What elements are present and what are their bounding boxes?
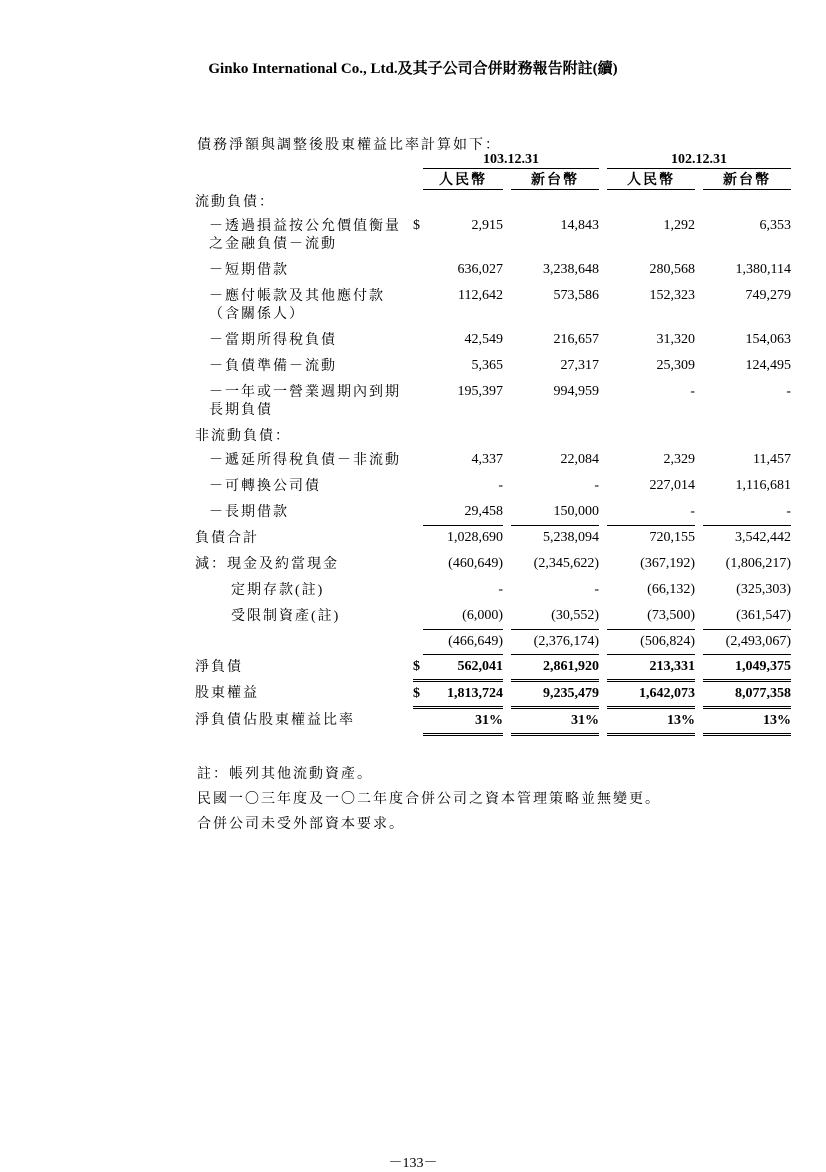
column-gap bbox=[599, 708, 607, 735]
currency-symbol: $ bbox=[413, 655, 423, 681]
table-cell-value: 29,458 bbox=[423, 500, 503, 526]
column-gap bbox=[503, 604, 511, 630]
table-cell-value bbox=[423, 190, 503, 214]
column-gap bbox=[695, 578, 703, 604]
column-gap bbox=[599, 354, 607, 380]
net-debt-table bbox=[195, 152, 791, 736]
column-gap bbox=[599, 526, 607, 552]
table-row bbox=[195, 630, 791, 655]
currency-symbol bbox=[413, 526, 423, 552]
table-cell-value: - bbox=[690, 383, 695, 399]
column-gap bbox=[695, 500, 703, 526]
table-cell-value: 13% bbox=[607, 708, 695, 735]
table-cell-value: 9,235,479 bbox=[511, 681, 599, 708]
table-cell-value: 994,959 bbox=[553, 383, 599, 399]
table-row bbox=[195, 424, 791, 448]
table-row bbox=[195, 526, 791, 552]
table-cell-value bbox=[703, 190, 791, 214]
table-cell-value bbox=[423, 424, 503, 448]
table-cell-value: 1,049,375 bbox=[703, 655, 791, 681]
column-gap bbox=[695, 681, 703, 708]
column-gap bbox=[503, 424, 511, 448]
currency-symbol bbox=[413, 552, 423, 578]
currency-symbol bbox=[413, 190, 423, 214]
note-line: 民國一〇三年度及一〇二年度合併公司之資本管理策略並無變更。 bbox=[197, 792, 661, 807]
currency-ntd-2014: 新台幣 bbox=[511, 169, 599, 190]
table-cell-value: (466,649) bbox=[423, 630, 503, 655]
table-cell-value: 1,116,681 bbox=[735, 477, 791, 493]
row-label: －當期所得稅負債 bbox=[209, 332, 337, 348]
row-label: 淨負債佔股東權益比率 bbox=[195, 712, 355, 728]
table-cell-value: (2,376,174) bbox=[511, 630, 599, 655]
currency-rmb-2013: 人民幣 bbox=[607, 169, 695, 190]
table-row bbox=[195, 655, 791, 681]
table-cell-value: (506,824) bbox=[607, 630, 695, 655]
table-cell-value: 3,542,442 bbox=[735, 530, 791, 545]
table-cell-value: 1,813,724 bbox=[423, 681, 503, 708]
table-cell-value: 280,568 bbox=[649, 261, 695, 277]
column-gap bbox=[503, 354, 511, 380]
table-row bbox=[195, 552, 791, 578]
table-cell-value bbox=[607, 190, 695, 214]
currency-symbol bbox=[413, 258, 423, 284]
table-cell-value: 1,642,073 bbox=[607, 681, 695, 708]
row-label: －長期借款 bbox=[209, 504, 289, 520]
table-row bbox=[195, 354, 791, 380]
currency-rmb-2014: 人民幣 bbox=[423, 169, 503, 190]
period-2013: 102.12.31 bbox=[607, 152, 791, 169]
row-label: 負債合計 bbox=[195, 530, 259, 546]
column-gap bbox=[503, 328, 511, 354]
table-cell-value: 562,041 bbox=[423, 655, 503, 681]
currency-symbol bbox=[413, 500, 423, 526]
table-cell-value: 11,457 bbox=[753, 451, 791, 467]
table-cell-value: 150,000 bbox=[511, 500, 599, 526]
column-gap bbox=[503, 448, 511, 474]
column-gap bbox=[695, 328, 703, 354]
table-cell-value: - bbox=[498, 477, 503, 493]
currency-ntd-2013: 新台幣 bbox=[703, 169, 791, 190]
table-cell-value bbox=[607, 424, 695, 448]
column-gap bbox=[599, 190, 607, 214]
table-cell-value: 636,027 bbox=[457, 261, 503, 277]
table-cell-value: 2,915 bbox=[471, 217, 503, 233]
column-gap bbox=[503, 655, 511, 681]
table-row bbox=[195, 258, 791, 284]
currency-symbol: $ bbox=[413, 681, 423, 708]
notes bbox=[197, 762, 661, 837]
table-cell-value: 31% bbox=[511, 708, 599, 735]
column-gap bbox=[695, 708, 703, 735]
table-cell-value: (6,000) bbox=[423, 604, 503, 630]
row-label: 減：現金及約當現金 bbox=[195, 556, 339, 572]
table-cell-value: - bbox=[594, 477, 599, 493]
column-gap bbox=[695, 474, 703, 500]
currency-symbol bbox=[413, 630, 423, 655]
column-gap bbox=[503, 578, 511, 604]
column-gap bbox=[695, 448, 703, 474]
table-cell-value: 8,077,358 bbox=[703, 681, 791, 708]
column-gap bbox=[599, 380, 607, 424]
table-cell-value: 1,028,690 bbox=[447, 530, 503, 545]
table-cell-value: 2,329 bbox=[663, 451, 695, 467]
currency-symbol bbox=[413, 604, 423, 630]
column-gap bbox=[503, 474, 511, 500]
column-gap bbox=[599, 681, 607, 708]
table-cell-value: 227,014 bbox=[649, 477, 695, 493]
table-row bbox=[195, 190, 791, 214]
column-gap bbox=[503, 284, 511, 328]
column-gap bbox=[695, 552, 703, 578]
table-cell-value: 213,331 bbox=[607, 655, 695, 681]
column-gap bbox=[695, 526, 703, 552]
table-cell-value: (1,806,217) bbox=[725, 555, 791, 571]
column-gap bbox=[503, 681, 511, 708]
column-gap bbox=[599, 500, 607, 526]
note-line: 合併公司未受外部資本要求。 bbox=[197, 817, 405, 832]
row-label: 淨負債 bbox=[195, 659, 243, 675]
table-cell-value bbox=[511, 190, 599, 214]
table-cell-value: 152,323 bbox=[649, 287, 695, 303]
period-2014: 103.12.31 bbox=[423, 152, 599, 169]
column-gap bbox=[599, 630, 607, 655]
row-label bbox=[195, 630, 413, 655]
column-gap bbox=[695, 284, 703, 328]
table-row bbox=[195, 708, 791, 735]
row-label: －透過損益按公允價值衡量之金融負債－流動 bbox=[209, 218, 401, 252]
row-label: 股東權益 bbox=[195, 685, 259, 701]
table-row bbox=[195, 604, 791, 630]
intro-text: 債務淨額與調整後股東權益比率計算如下： bbox=[197, 138, 501, 153]
table-cell-value: - bbox=[594, 581, 599, 597]
table-cell-value: - bbox=[498, 581, 503, 597]
table-row bbox=[195, 681, 791, 708]
table-cell-value: 720,155 bbox=[649, 530, 695, 545]
table-cell-value: - bbox=[703, 500, 791, 526]
column-gap bbox=[695, 655, 703, 681]
column-gap bbox=[599, 474, 607, 500]
table-cell-value: 27,317 bbox=[560, 357, 599, 373]
table-cell-value bbox=[511, 424, 599, 448]
row-label: －應付帳款及其他應付款（含關係人） bbox=[209, 288, 385, 322]
page-title: Ginko International Co., Ltd.及其子公司合併財務報告附註(續) bbox=[208, 61, 618, 77]
currency-symbol bbox=[413, 354, 423, 380]
column-gap bbox=[599, 258, 607, 284]
table-cell-value: (73,500) bbox=[607, 604, 695, 630]
table-cell-value: 22,084 bbox=[560, 451, 599, 467]
table-cell-value: (361,547) bbox=[703, 604, 791, 630]
row-label: 流動負債： bbox=[195, 194, 275, 210]
table-cell-value: 112,642 bbox=[458, 287, 503, 303]
column-gap bbox=[695, 190, 703, 214]
column-gap bbox=[503, 630, 511, 655]
table-cell-value: 1,292 bbox=[663, 217, 695, 233]
table-cell-value: 6,353 bbox=[759, 217, 791, 233]
currency-symbol: $ bbox=[413, 217, 420, 233]
table-row bbox=[195, 448, 791, 474]
table-row bbox=[195, 284, 791, 328]
table-cell-value: 195,397 bbox=[457, 383, 503, 399]
row-label: 定期存款(註) bbox=[231, 582, 325, 598]
note-line: 註：帳列其他流動資產。 bbox=[197, 767, 373, 782]
table-cell-value: - bbox=[607, 500, 695, 526]
table-cell-value: 25,309 bbox=[656, 357, 695, 373]
column-gap bbox=[503, 526, 511, 552]
row-label: －負債準備－流動 bbox=[209, 358, 337, 374]
column-gap bbox=[503, 708, 511, 735]
column-gap bbox=[695, 604, 703, 630]
table-cell-value: 42,549 bbox=[464, 331, 503, 347]
table-cell-value: 1,380,114 bbox=[735, 261, 791, 277]
table-cell-value: 573,586 bbox=[553, 287, 599, 303]
column-gap bbox=[695, 380, 703, 424]
table-body bbox=[195, 190, 791, 735]
table-cell-value: 216,657 bbox=[553, 331, 599, 347]
table-row bbox=[195, 328, 791, 354]
row-label: 受限制資產(註) bbox=[231, 608, 341, 624]
column-gap bbox=[599, 604, 607, 630]
column-gap bbox=[695, 424, 703, 448]
currency-symbol bbox=[413, 380, 423, 424]
column-gap bbox=[599, 328, 607, 354]
table-cell-value: (460,649) bbox=[448, 555, 503, 571]
table-cell-value: (2,345,622) bbox=[533, 555, 599, 571]
column-gap bbox=[503, 552, 511, 578]
column-gap bbox=[503, 258, 511, 284]
page-number: －133－ bbox=[388, 1156, 438, 1171]
table-row bbox=[195, 380, 791, 424]
table-cell-value: 5,238,094 bbox=[543, 530, 599, 545]
table-cell-value: 13% bbox=[703, 708, 791, 735]
table-cell-value: 3,238,648 bbox=[543, 261, 599, 277]
column-gap bbox=[599, 552, 607, 578]
row-label: －可轉換公司債 bbox=[209, 478, 321, 494]
row-label: －短期借款 bbox=[209, 262, 289, 278]
currency-symbol bbox=[413, 578, 423, 604]
table-cell-value: 154,063 bbox=[745, 331, 791, 347]
row-label: －遞延所得稅負債－非流動 bbox=[209, 452, 401, 468]
currency-header-row bbox=[195, 169, 791, 190]
column-gap bbox=[599, 448, 607, 474]
column-gap bbox=[599, 578, 607, 604]
table-row bbox=[195, 474, 791, 500]
table-cell-value: 5,365 bbox=[471, 357, 503, 373]
table-cell-value: 31,320 bbox=[656, 331, 695, 347]
table-cell-value: (2,493,067) bbox=[703, 630, 791, 655]
column-gap bbox=[599, 214, 607, 258]
row-label: 非流動負債： bbox=[195, 428, 291, 444]
column-gap bbox=[695, 258, 703, 284]
currency-symbol bbox=[413, 474, 423, 500]
column-gap bbox=[503, 500, 511, 526]
table-cell-value: - bbox=[786, 383, 791, 399]
table-row bbox=[195, 214, 791, 258]
currency-symbol bbox=[413, 708, 423, 735]
column-gap bbox=[695, 354, 703, 380]
column-gap bbox=[599, 655, 607, 681]
column-gap bbox=[695, 214, 703, 258]
currency-symbol bbox=[413, 448, 423, 474]
table-cell-value: 124,495 bbox=[745, 357, 791, 373]
period-header-row bbox=[195, 152, 791, 169]
column-gap bbox=[599, 284, 607, 328]
row-label: －一年或一營業週期內到期長期負債 bbox=[209, 384, 401, 418]
table-row bbox=[195, 578, 791, 604]
table-cell-value bbox=[703, 424, 791, 448]
table-cell-value: 14,843 bbox=[560, 217, 599, 233]
column-gap bbox=[503, 190, 511, 214]
column-gap bbox=[695, 630, 703, 655]
table-row bbox=[195, 500, 791, 526]
table-cell-value: (66,132) bbox=[647, 581, 695, 597]
table-cell-value: 31% bbox=[423, 708, 503, 735]
table-cell-value: (325,303) bbox=[736, 581, 791, 597]
column-gap bbox=[599, 424, 607, 448]
table-cell-value: 2,861,920 bbox=[511, 655, 599, 681]
table-cell-value: (30,552) bbox=[511, 604, 599, 630]
table-cell-value: 749,279 bbox=[745, 287, 791, 303]
column-gap bbox=[503, 380, 511, 424]
table-cell-value: (367,192) bbox=[640, 555, 695, 571]
currency-symbol bbox=[413, 284, 423, 328]
table-cell-value: 4,337 bbox=[471, 451, 503, 467]
currency-symbol bbox=[413, 424, 423, 448]
column-gap bbox=[503, 214, 511, 258]
currency-symbol bbox=[413, 328, 423, 354]
